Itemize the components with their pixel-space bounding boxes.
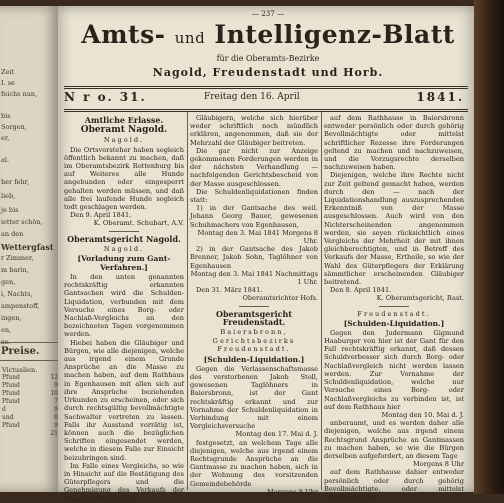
row-value: 7 <box>54 398 58 405</box>
left-fragment: ampenstoff, <box>1 302 40 310</box>
notice-text: auf dem Rathhause in Baiersbronn entweder persönlich oder durch gehörig Bevollmächtigte oder mittelst schriftlicher Rezesse ihre Forderungen geltend zu machen und nachzuweisen, und die Vorzugsrechte derselben nachzuweisen haben. <box>324 114 464 172</box>
notice-date: Montag den 3. Mai 1841 Nachmittags 1 Uhr. <box>190 269 318 287</box>
left-fragment: Sorgen, <box>1 123 27 131</box>
page-number: — 237 — <box>252 10 284 18</box>
masthead-regions: Nagold, Freudenstadt und Horb. <box>152 66 384 79</box>
notice-text: Hiebei haben die Gläubiger und Bürgen, wie alle diejenigen, welche aus irgend einem Grunde Ansprüche an die Masse zu machen haben, auf dem Rathhaus in Egenhausen mit allen sich auf ihre Ansprüche beziehenden Urkunden zu erscheinen, oder sich durch rechtsgültig bevollmächtigte Sachwalter vertreten zu lassen. Falls ihr Ausstand vorrätig ist, können auch die bezüglichen Schriften eingesendet werden, welche in diesem Falle zur Einsicht beizubringen sind. <box>64 338 184 462</box>
notice-text: anberaumt, und es werden daher alle diejenigen, welche aus irgend einem Rechtsgrund Ansprüche an Gantmassen zu machen haben, so wie die Bürgen derselben aufgefordert, an diesem Tage <box>324 419 464 460</box>
notice-title: [Schulden-Liquidation.] <box>203 354 305 364</box>
notice-text: In den unten genannten rechtskräftig erkannten Gantsachen wird die Schulden-Liquidation, verbunden mit dem Versuche eines Borg- oder Nachlaß-Vergleichs an den bezeichneten Tagen vorgenommen werden. <box>64 273 184 339</box>
left-section-title: Preise. <box>1 346 40 357</box>
left-fragment: lieb, <box>1 192 16 200</box>
notice-text: Gläubigern, welche sich hierüber weder schriftlich noch mündlich erklären, angenommen, daß sie der Mehrzahl der Gläubiger beitreten. <box>190 114 318 147</box>
left-fragment: ingen, <box>1 314 22 322</box>
place-heading: Freudenstadt. <box>357 309 431 318</box>
notice-date: Morgens 8 Uhr <box>413 460 464 469</box>
column-2 <box>190 114 318 496</box>
row-label: Pfund <box>2 390 20 397</box>
left-fragment: je bis <box>1 206 19 214</box>
notice-text: Im Falle eines Vergleichs, so wie in Hinsicht auf die Bestätigung des Güterpflegers und die Genehmigung des Verkaufs der Masse, wird von den <box>64 461 184 503</box>
section-heading: Amtliche Erlasse. <box>84 115 164 125</box>
issue-line <box>64 90 468 108</box>
row-value: 9 <box>54 406 58 413</box>
place-heading: Nagold. <box>103 136 145 145</box>
masthead-left: Amts- <box>81 20 166 49</box>
row-value: 21 <box>50 430 58 437</box>
dateline: Den 8. April 1841. <box>330 286 392 295</box>
row-value: 9 <box>54 382 58 389</box>
left-fragment: gen, <box>1 278 16 286</box>
notice-text: Die Schuldenliquidationen finden statt: <box>190 187 318 205</box>
separator <box>239 306 269 307</box>
header-rule <box>64 86 468 89</box>
book-binding <box>474 0 504 494</box>
place-heading: Baiersbronn, <box>220 328 288 337</box>
left-fragment: er, <box>1 134 10 142</box>
signature: K. Oberamt. Schubart, A.V. <box>93 219 184 228</box>
signature: K. Oberamtsgericht, Rast. <box>376 294 464 303</box>
masthead-und: und <box>174 29 206 47</box>
newspaper-page <box>58 6 478 503</box>
dateline: Den 9. April 1841. <box>70 211 132 220</box>
notice-text: Gegen den Judermann Gigmund Haaburger von hier ist der Gant für den Fall rechtskräftig erkannt, daß dessen Schuldverbesser sich durch Borg- oder Nachlaßvergleich nicht werden lassen werden. Zur Vornahme der Schuldenliquidation, welche nur Versuche eines Borg- oder Nachlaßvergleichs zu verbinden ist, ist auf dem Rathhaus hier <box>324 328 464 411</box>
row-value: 9 <box>54 422 58 429</box>
left-fragment: ietter schön, <box>1 218 43 226</box>
left-fragment: an den <box>1 230 24 238</box>
row-label: Pfund <box>2 422 20 429</box>
left-fragment: her fehr, <box>1 178 30 186</box>
dateline: Den 31. März 1841. <box>196 286 263 295</box>
notice-title: [Schulden-Liquidation.] <box>343 318 445 328</box>
notice-text: auf dem Rathhause dahier entweder persönlich oder durch gehörig Bevollmächtigte, oder mittelst schriftlicher Re- <box>324 468 464 501</box>
row-label: Pfund <box>2 374 20 381</box>
masthead-subtitle: für die Oberamts-Bezirke <box>216 54 320 63</box>
table-row <box>2 382 58 390</box>
left-fragment: i, Nachts, <box>1 290 33 298</box>
column-rule <box>321 112 322 490</box>
left-fragment: feichs nun, <box>1 90 38 98</box>
row-label: d <box>2 406 6 413</box>
notice-date: Montag den 3. Mai 1841 Morgens 8 Uhr. <box>197 228 318 246</box>
row-label: und <box>2 414 14 421</box>
prices-table <box>2 366 58 438</box>
notice-title: [Vorladung zum Gant-Verfahren.] <box>77 254 171 273</box>
table-row <box>2 414 58 422</box>
header-rule <box>64 109 468 112</box>
notice-text: Gegen die Verlassenschaftsmasse des verstorbenen Jakob Stoll, gewesenen Taglöhners in Baiersbronn, ist der Gant rechtskräftig erkannt und zur Vornahme der Schuldenliquidation in Verbindung mit einem Vergleichsversuche <box>190 364 318 431</box>
notice-date: Montag den 17. Mai d. J. <box>235 430 318 439</box>
table-row <box>2 374 58 382</box>
notice-date: Morgens 8 Uhr <box>267 487 318 496</box>
left-fragment: m barin, <box>1 266 29 274</box>
signature: Oberamtsrichter Hofs. <box>242 294 318 303</box>
separator <box>379 306 409 307</box>
left-fragment: al. <box>1 156 10 164</box>
masthead-title <box>58 20 478 49</box>
table-row <box>2 430 58 438</box>
issue-year: 1841. <box>416 90 464 104</box>
notice-date: Montag den 10. Mai d. J. <box>381 410 464 419</box>
issue-number: N r o. 31. <box>64 90 147 104</box>
notice-item: 1) in der Gantsache des weil. Johann Georg Bauer, gewesenen Schuhmachers von Egenhausen, <box>190 204 318 229</box>
section-heading: Oberamtsgericht Nagold. <box>67 233 181 244</box>
place-subheading: Gerichtsbezirks Freudenstadt. <box>212 337 296 354</box>
prices-table-title: Victualien. <box>2 366 38 374</box>
left-fragment: en, <box>1 326 12 334</box>
section-heading: Oberamtsgericht Freudenstadt. <box>215 308 293 327</box>
left-rule <box>0 342 62 343</box>
row-label: Pfund <box>2 398 20 405</box>
left-page <box>0 6 62 492</box>
office-heading: Oberamt Nagold. <box>80 125 168 136</box>
issue-date: Freitag den 16. April <box>204 92 300 102</box>
row-label: Pfund <box>2 382 20 389</box>
table-row <box>2 422 58 430</box>
left-fragment: I. se <box>1 79 15 87</box>
left-fragment: bis <box>1 112 11 120</box>
column-1 <box>64 114 184 503</box>
left-fragment: ze. <box>1 338 11 346</box>
place-heading: Nagold. <box>103 244 145 253</box>
notice-item: 2) in der Gantsache des Jakob Brenner, Jakob Sohn, Taglöhner von Egenhausen <box>190 245 318 270</box>
row-value: 12 <box>50 374 58 381</box>
notice-text: Die gar nicht zur Anzeige gekommenen Forderungen werden in der nächsten Verhandlung — nachfolgenden Gerichtsbescheid von der Masse ausgeschlossen. <box>190 146 318 188</box>
table-row <box>2 398 58 406</box>
row-value: 8 <box>54 414 58 421</box>
column-rule <box>187 112 188 490</box>
separator <box>109 231 139 232</box>
notice-text: Die Ortsvorsteher haben sogleich öffentlich bekannt zu machen, daß im Oberamtsbezirk Rottenburg bis auf Weiteres alle Hunde angebunden oder eingesperrt gehalten werden müssen, und daß alle frei laufende Hunde sogleich todt geschlagen werden. <box>64 145 184 212</box>
left-rule <box>0 360 62 361</box>
notice-text: Diejenigen, welche ihre Rechte nicht zur Zeit geltend gemacht haben, werden durch den — nach der Liquidationshandlung auszusprechenden Erkenntniß von der Masse ausgeschlossen. Auch wird von den Nichterscheinenden angenommen werden, sie seyen rücksichtlich eines Vergleichs der Mehrheit der mit ihnen gleichberechtigten, und in Betreff des Verkaufs der Masse, Ertheile, so wie der Wahl des Güterpflegers der Erklärung sämmtlicher erscheinenden Gläubiger beitretend. <box>324 171 464 287</box>
table-row <box>2 406 58 414</box>
masthead-right: Intelligenz-Blatt <box>214 20 455 49</box>
left-fragment: r Zimmer, <box>1 254 34 262</box>
row-value: 10 <box>50 390 58 397</box>
table-row <box>2 390 58 398</box>
notice-text: festgesetzt, an welchem Tage alle diejenigen, welche aus irgend einem Rechtsgrunde Ansprüche an die Gantmasse zu machen haben, sich in der Wohnung des vorsitzenden Gemeindebehörde <box>190 438 318 488</box>
left-fragment: Zeit <box>1 68 15 76</box>
column-3 <box>324 114 464 501</box>
left-fragment: Wettergfast <box>1 242 54 252</box>
